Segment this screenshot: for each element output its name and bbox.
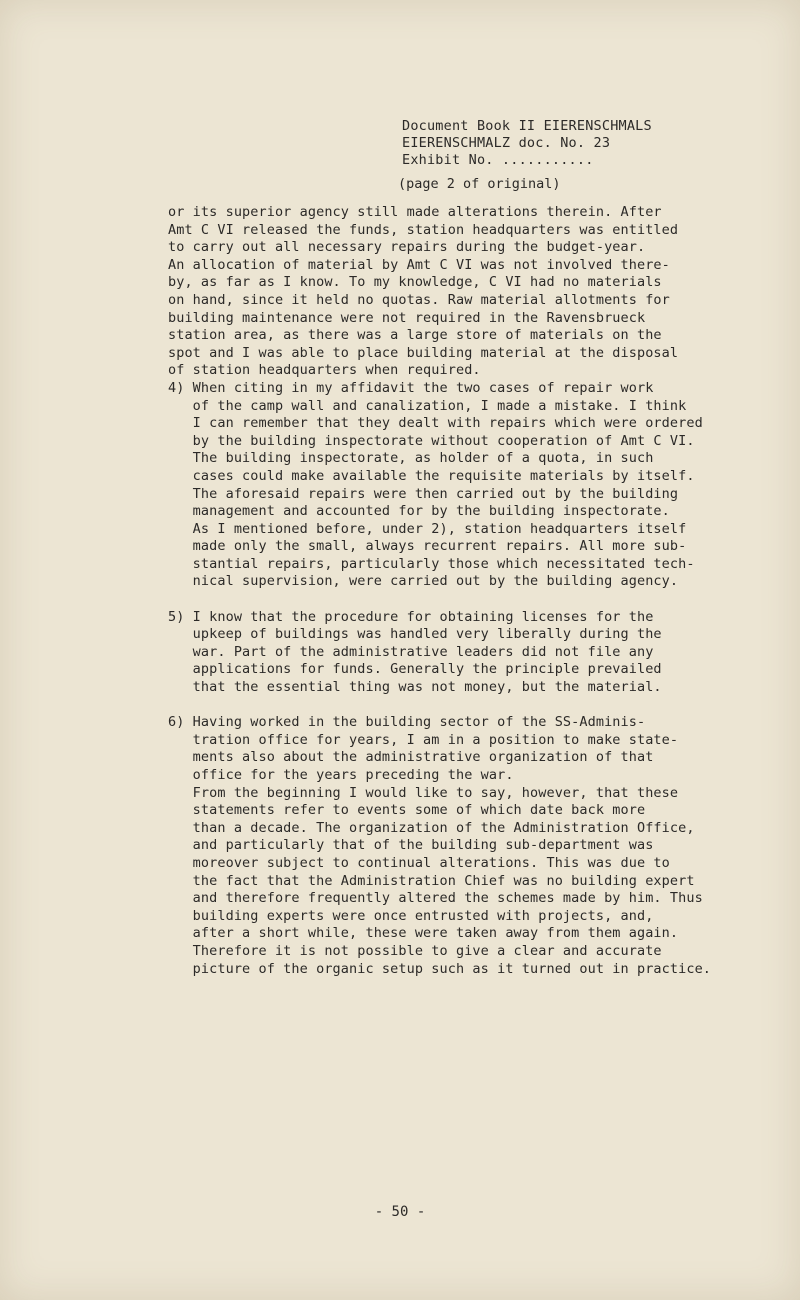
text-line: after a short while, these were taken away from them again. [168, 925, 679, 942]
text-line: building experts were once entrusted with projects, and, [168, 907, 654, 924]
text-line: station area, as there was a large store of materials on the [168, 327, 662, 344]
text-line: The aforesaid repairs were then carried out by the building [168, 485, 679, 502]
text-line: by the building inspectorate without cooperation of Amt C VI. [168, 432, 695, 449]
header-doc-number: EIERENSCHMALZ doc. No. 23 [402, 135, 611, 151]
text-line: statements refer to events some of which date back more [168, 802, 646, 819]
text-line: and particularly that of the building sub-department was [168, 837, 654, 854]
document-header [402, 118, 652, 169]
paragraph-6 [168, 714, 778, 978]
text-line: picture of the organic setup such as it turned out in practice. [168, 960, 712, 977]
text-line: nical supervision, were carried out by the building agency. [168, 573, 679, 590]
text-line: stantial repairs, particularly those which necessitated tech- [168, 555, 695, 572]
text-line: cases could make available the requisite materials by itself. [168, 467, 695, 484]
text-line: on hand, since it held no quotas. Raw material allotments for [168, 291, 670, 308]
text-line: applications for funds. Generally the principle prevailed [168, 661, 662, 678]
paragraph-intro [168, 204, 778, 380]
document-body [168, 204, 778, 978]
paragraph-5 [168, 609, 778, 697]
page-of-original: (page 2 of original) [398, 176, 561, 192]
text-line: management and accounted for by the building inspectorate. [168, 503, 670, 520]
text-line: to carry out all necessary repairs during the budget-year. [168, 239, 646, 256]
text-line: the fact that the Administration Chief was no building expert [168, 872, 695, 889]
text-line: of the camp wall and canalization, I made a mistake. I think [168, 397, 687, 414]
paragraph-4 [168, 380, 778, 591]
text-line: made only the small, always recurrent repairs. All more sub- [168, 538, 687, 555]
text-line: Amt C VI released the funds, station headquarters was entitled [168, 221, 679, 238]
text-line: 5) I know that the procedure for obtaining licenses for the [168, 608, 654, 625]
text-line: 6) Having worked in the building sector of the SS-Adminis- [168, 714, 646, 731]
page-number: - 50 - [374, 1204, 426, 1220]
text-line: As I mentioned before, under 2), station headquarters itself [168, 520, 687, 537]
text-line: than a decade. The organization of the Administration Office, [168, 819, 695, 836]
header-exhibit-number: Exhibit No. ........... [402, 152, 594, 168]
text-line: Therefore it is not possible to give a clear and accurate [168, 942, 662, 959]
text-line: I can remember that they dealt with repairs which were ordered [168, 415, 703, 432]
text-line: From the beginning I would like to say, however, that these [168, 784, 679, 801]
text-line: or its superior agency still made alterations therein. After [168, 204, 662, 220]
text-line: moreover subject to continual alterations. This was due to [168, 854, 670, 871]
header-document-book: Document Book II EIERENSCHMALS [402, 118, 652, 134]
text-line: office for the years preceding the war. [168, 767, 514, 783]
paragraph-spacer [168, 697, 778, 715]
text-line: tration office for years, I am in a position to make state- [168, 731, 679, 748]
text-line: upkeep of buildings was handled very liberally during the [168, 626, 662, 643]
text-line: by, as far as I know. To my knowledge, C VI had no materials [168, 274, 662, 291]
paragraph-spacer [168, 591, 778, 609]
text-line: 4) When citing in my affidavit the two cases of repair work [168, 379, 654, 396]
text-line: war. Part of the administrative leaders did not file any [168, 643, 654, 660]
text-line: and therefore frequently altered the schemes made by him. Thus [168, 890, 703, 907]
text-line: An allocation of material by Amt C VI was not involved there- [168, 256, 670, 273]
text-line: of station headquarters when required. [168, 362, 481, 379]
text-line: spot and I was able to place building material at the disposal [168, 344, 679, 361]
text-line: ments also about the administrative organization of that [168, 749, 654, 766]
text-line: The building inspectorate, as holder of a quota, in such [168, 450, 654, 467]
text-line: building maintenance were not required in the Ravensbrueck [168, 309, 646, 326]
text-line: that the essential thing was not money, but the material. [168, 679, 662, 696]
